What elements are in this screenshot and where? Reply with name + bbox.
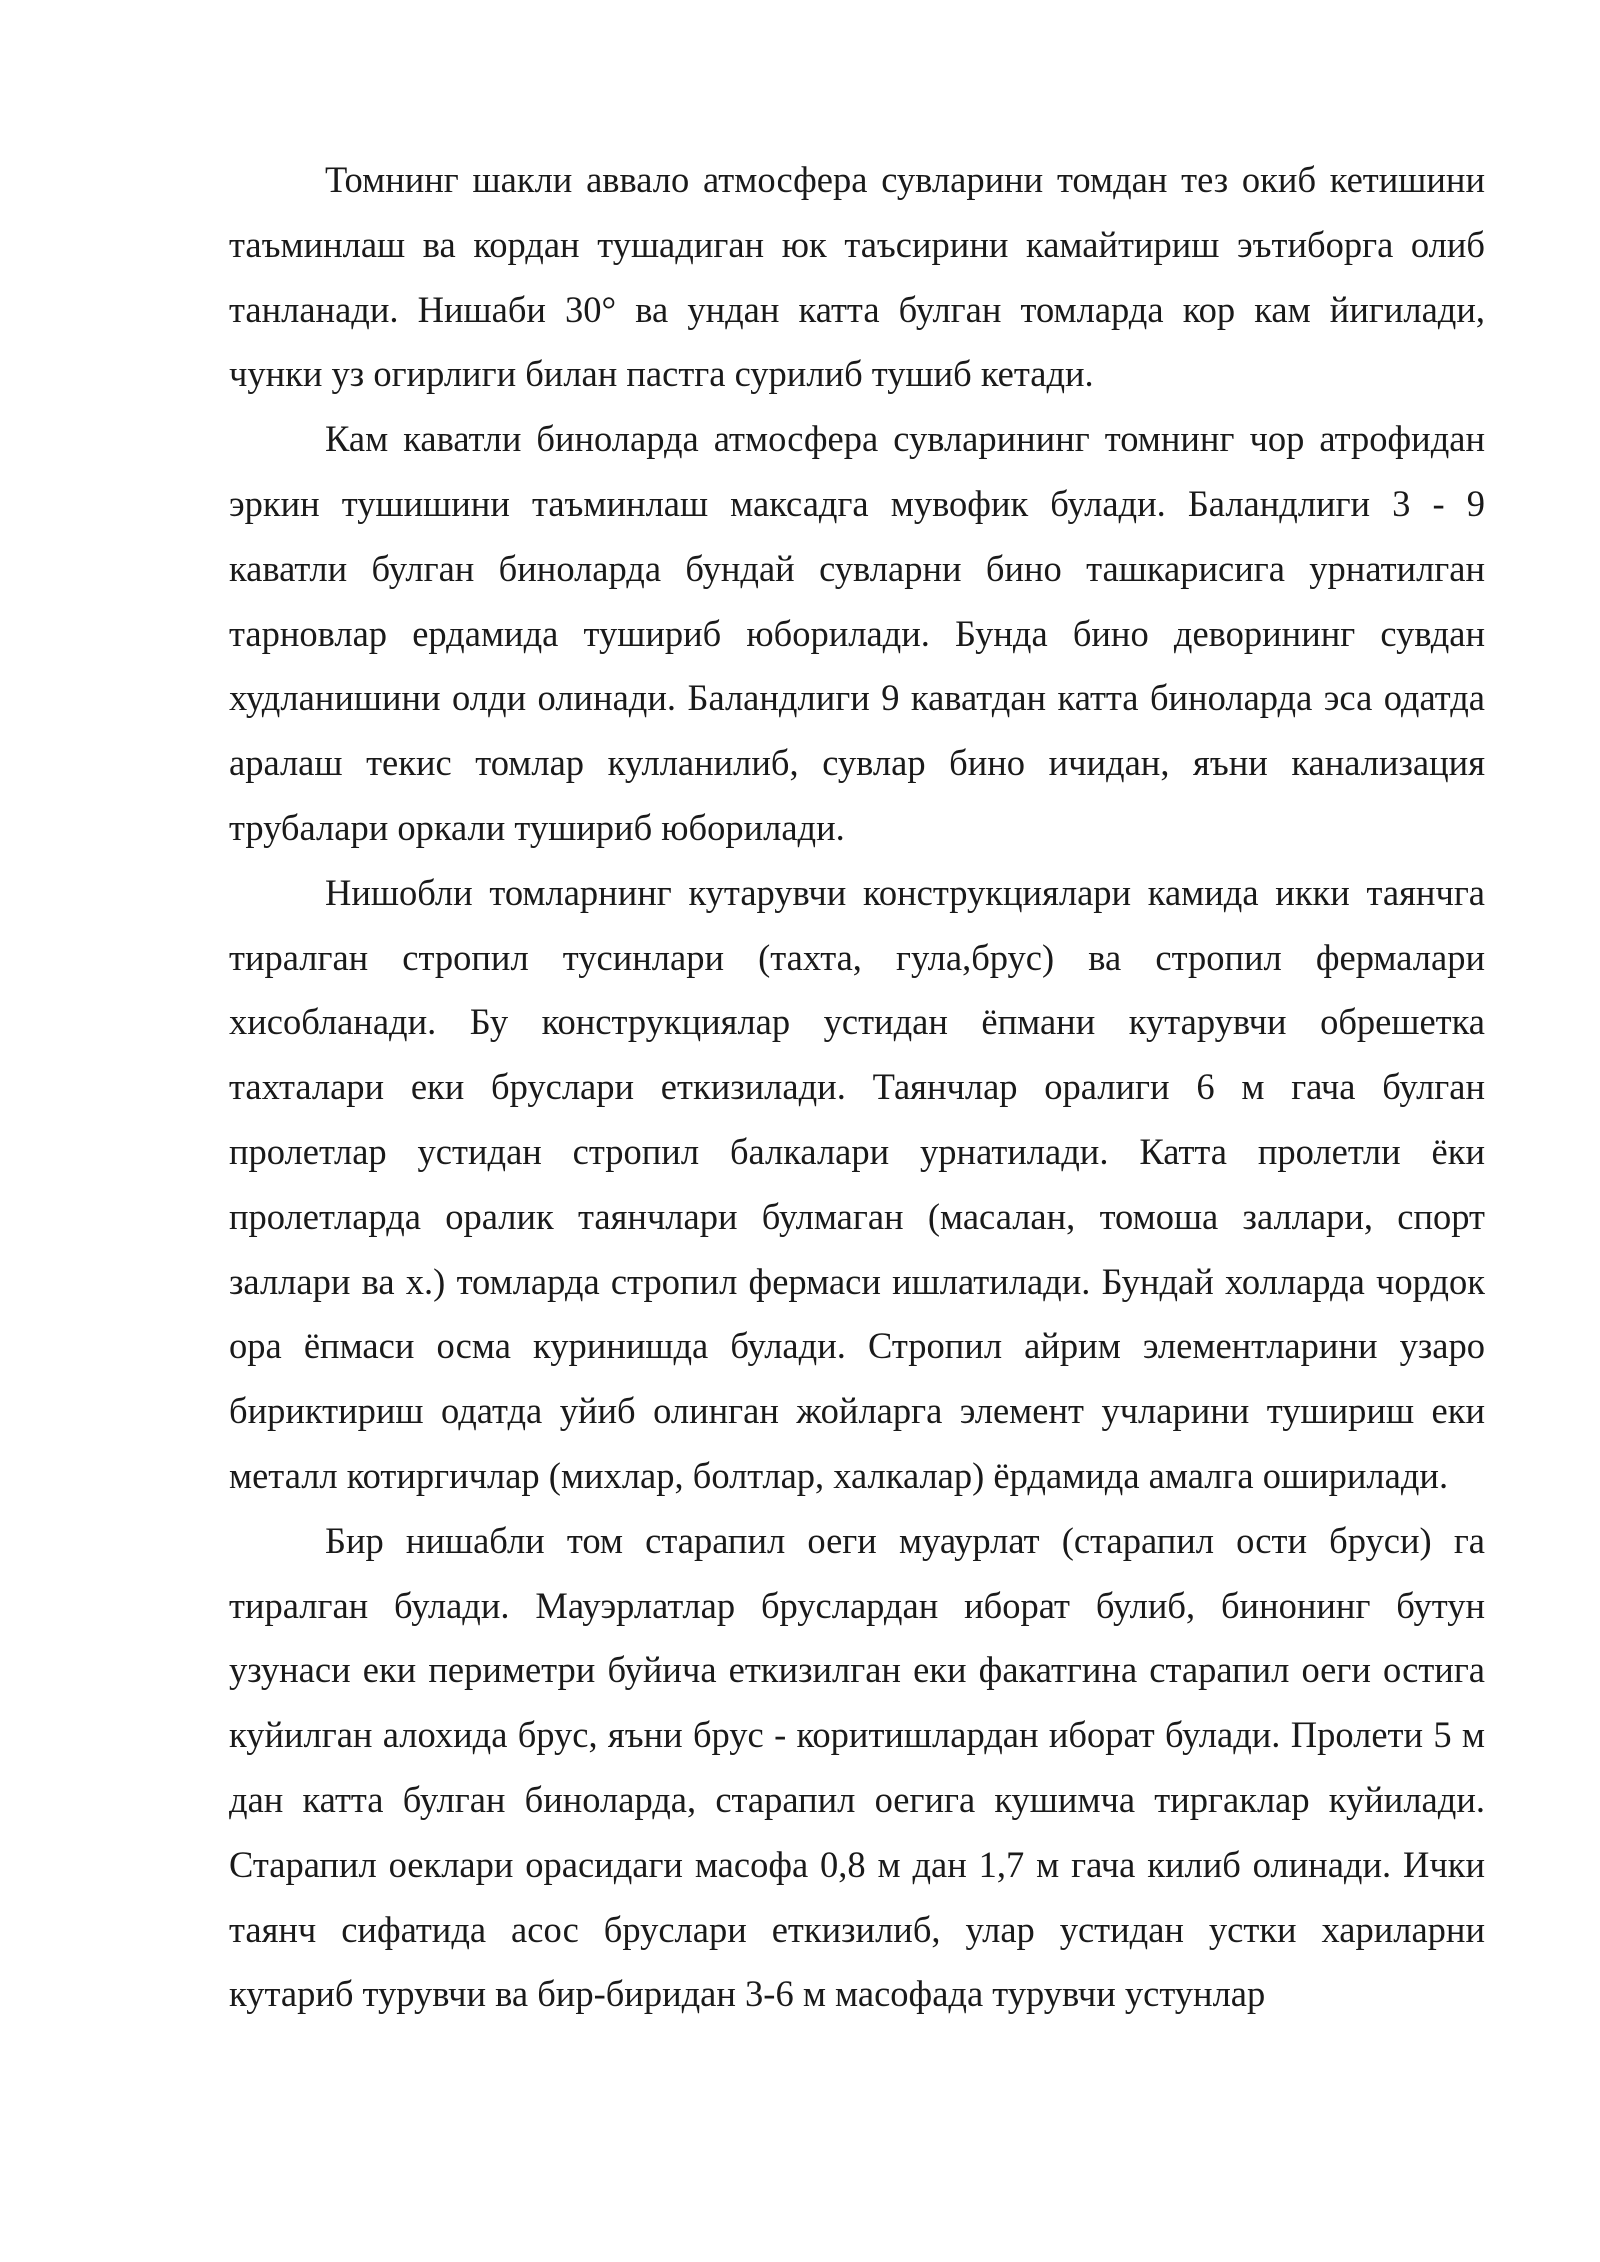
paragraph-3 xyxy=(229,861,1485,1509)
paragraph-1 xyxy=(229,148,1485,407)
body-text xyxy=(229,148,1485,2027)
paragraph-4 xyxy=(229,1509,1485,2027)
paragraph-2-text: Кам каватли биноларда атмосфера сувларининг томнинг чор атрофидан эркин тушишини таъминлаш максадга мувофик булади. Баландлиги 3 - 9 каватли булган биноларда бундай сувларни бино ташкарисига урнатилган тарновлар ердамида тушириб юборилади. Бунда бино деворининг сувдан худланишини олди олинади. Баландлиги 9 каватдан катта биноларда эса одатда аралаш текис томлар кулланилиб, сувлар бино ичидан, яъни канализация трубалари оркали тушириб юборилади. xyxy=(229,418,1485,848)
paragraph-1-text: Томнинг шакли аввало атмосфера сувларини томдан тез окиб кетишини таъминлаш ва кордан тушадиган юк таъсирини камайтириш эътиборга олиб танланади. Нишаби 30° ва ундан катта булган томларда кор кам йигилади, чунки уз огирлиги билан пастга сурилиб тушиб кетади. xyxy=(229,159,1485,395)
paragraph-3-text: Нишобли томларнинг кутарувчи конструкциялари камида икки таянчга тиралган стропил тусинлари (тахта, гула,брус) ва стропил фермалари хисобланади. Бу конструкциялар устидан ёпмани кутарувчи обрешетка тахталари еки бруслари еткизилади. Таянчлар оралиги 6 м гача булган пролетлар устидан стропил балкалари урнатилади. Катта пролетли ёки пролетларда оралик таянчлари булмаган (масалан, томоша заллари, спорт заллари ва х.) томларда стропил фермаси ишлатилади. Бундай холларда чордок ора ёпмаси осма куринишда булади. Стропил айрим элементларини узаро бириктириш одатда уйиб олинган жойларга элемент учларини тушириш еки металл котиргичлар (михлар, болтлар, халкалар) ёрдамида амалга оширилади. xyxy=(229,871,1485,1496)
paragraph-4-text: Бир нишабли том старапил оеги муаурлат (старапил ости бруси) га тиралган булади. Мауэрлатлар бруслардан иборат булиб, бинонинг бутун узунаси еки периметри буйича еткизилган еки факатгина старапил оеги остига куйилган алохида брус, яъни брус - коритишлардан иборат булади. Пролети 5 м дан катта булган биноларда, старапил оегига кушимча тиргаклар куйилади. Старапил оеклари орасидаги масофа 0,8 м дан 1,7 м гача килиб олинади. Ички таянч сифатида асос бруслари еткизилиб, улар устидан устки хариларни кутариб турувчи ва бир-биридан 3-6 м масофада турувчи устунлар xyxy=(229,1519,1485,2015)
paragraph-2 xyxy=(229,407,1485,861)
